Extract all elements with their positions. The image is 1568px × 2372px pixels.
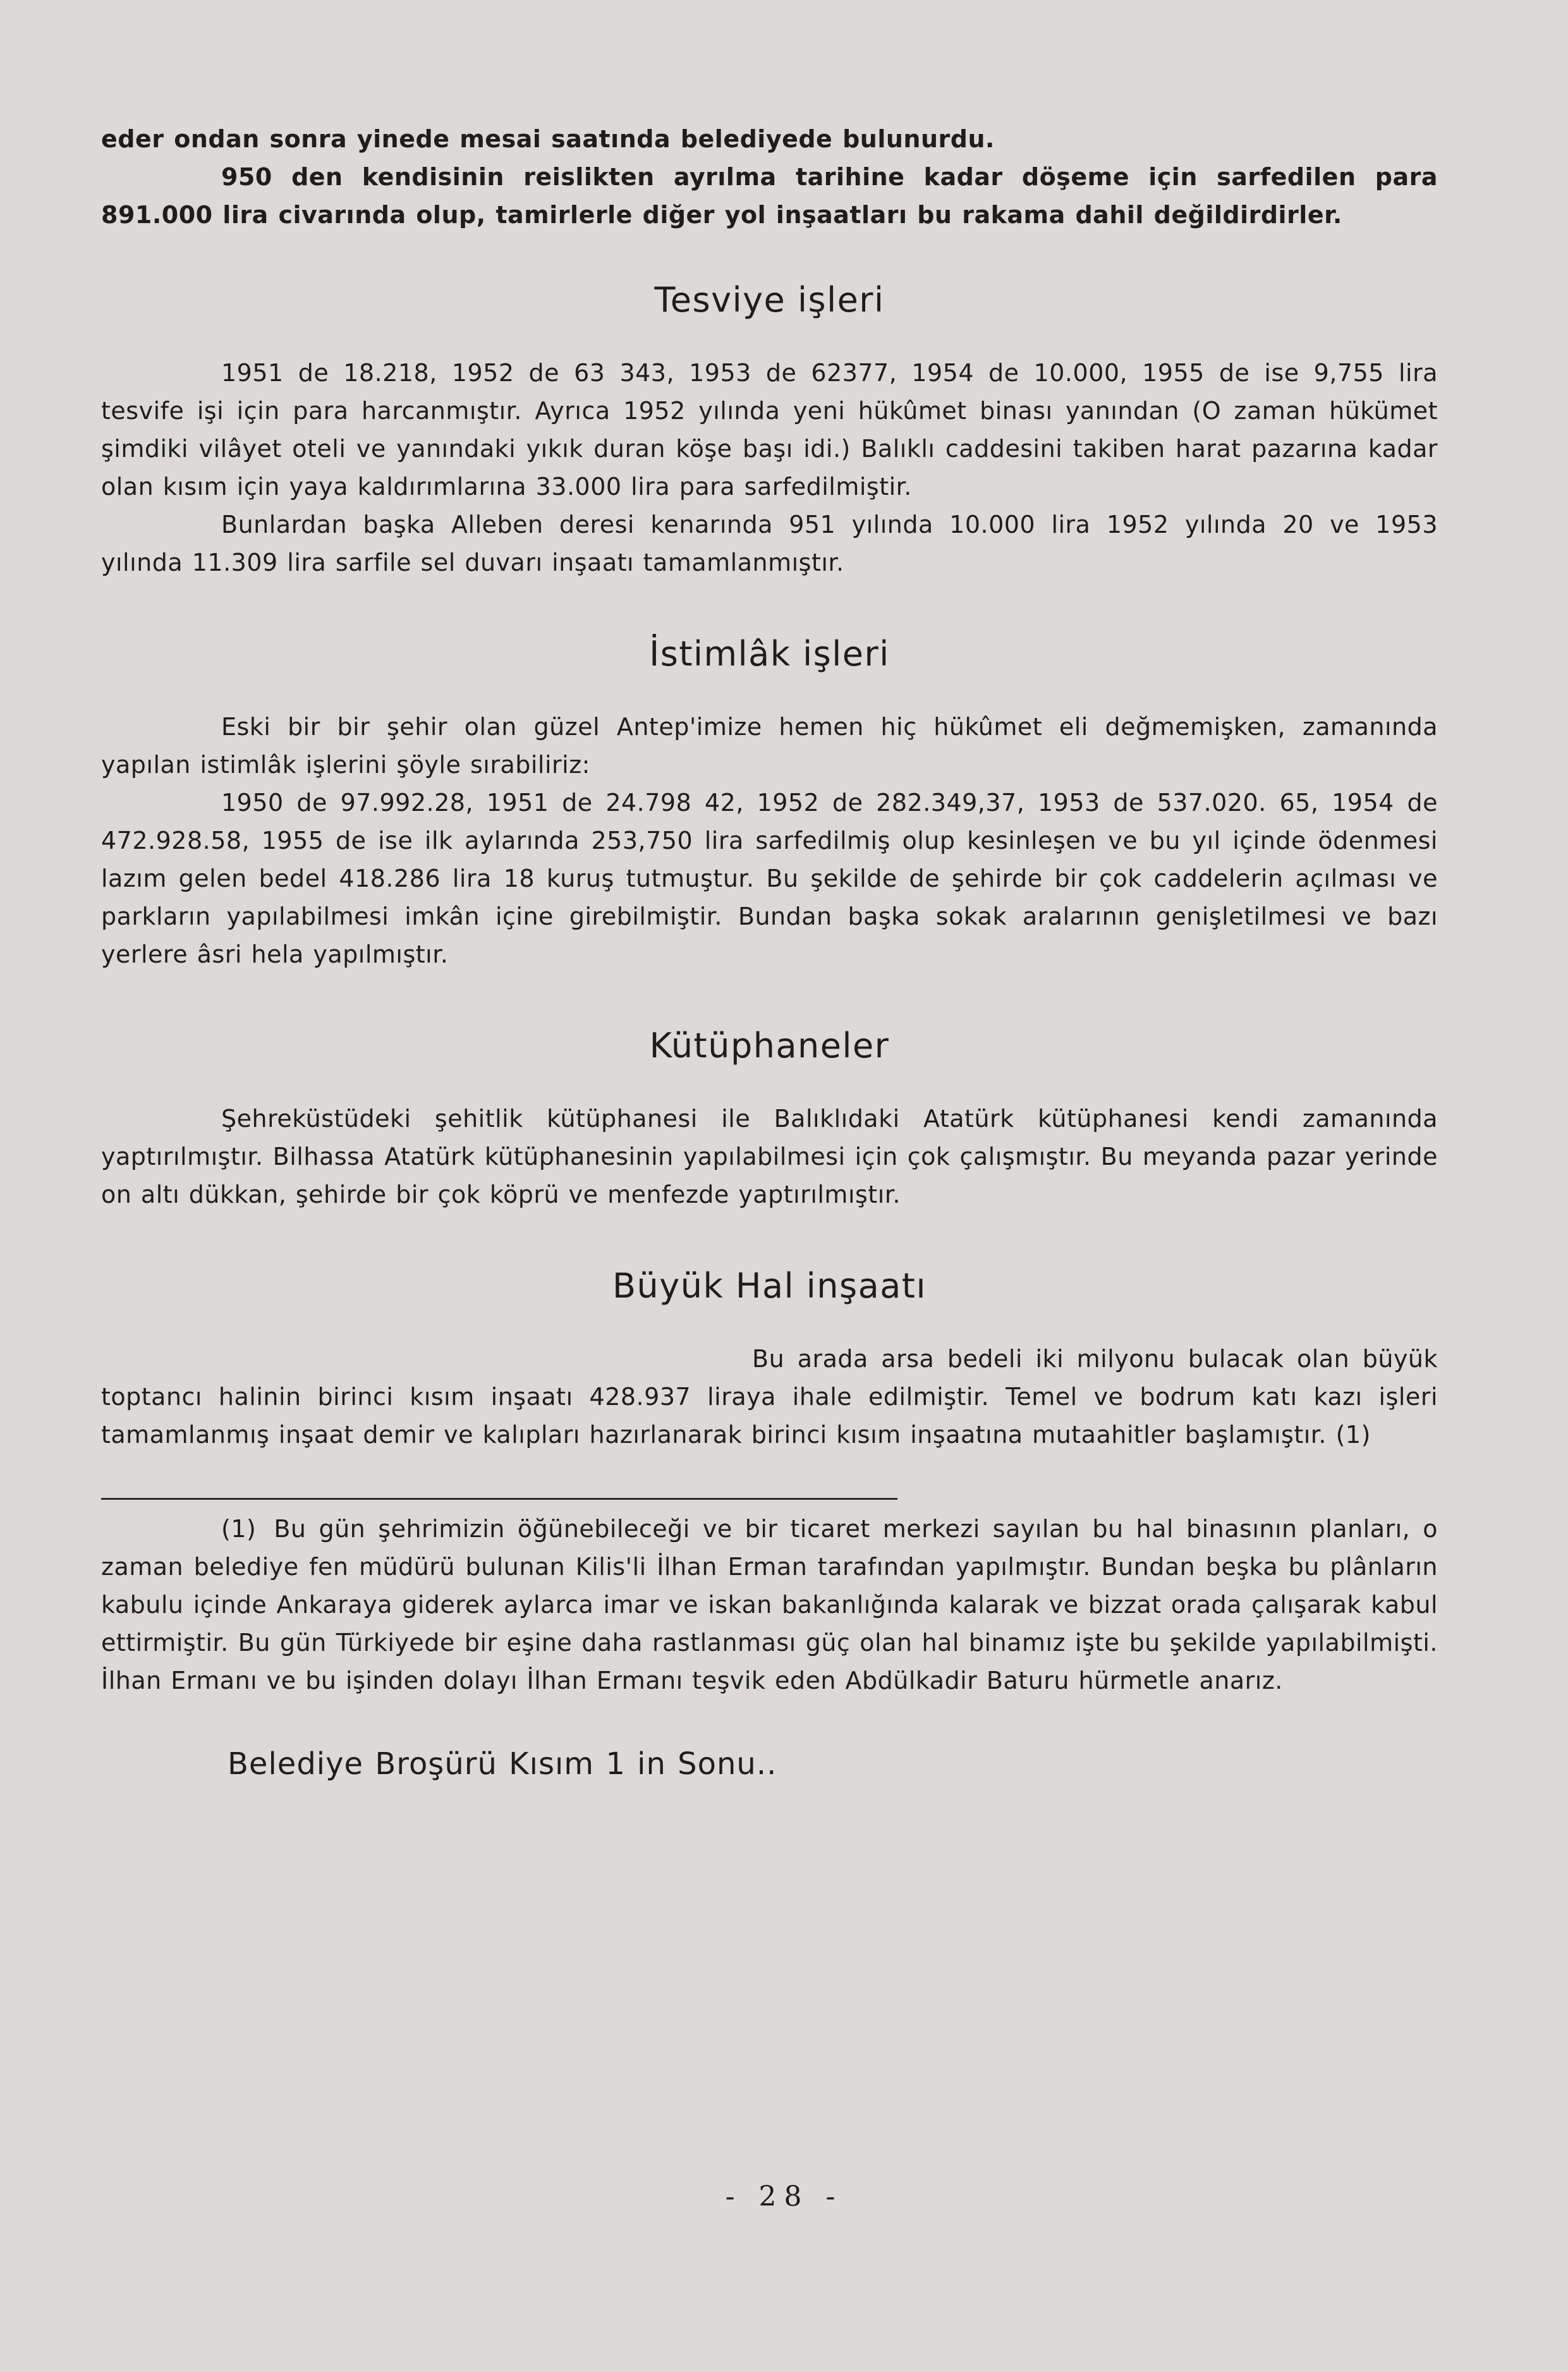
intro-line: eder ondan sonra yinede mesai saatında belediyede bulunurdu.	[101, 125, 995, 153]
section-heading-kutuphaneler: Kütüphaneler	[649, 1026, 890, 1066]
footnote-marker: (1)	[221, 1515, 257, 1543]
istimlak-paragraph-2: 1950 de 97.992.28, 1951 de 24.798 42, 1952 de 282.349,37, 1953 de 537.020. 65, 1954 de 472.928.58, 1955 de ise ilk aylarında 253,750 lira sarfedilmiş olup kesinleşen ve bu yıl içinde ödenmesi lazım gelen bedel 418.286 lira 18 kuruş tutmuştur. Bu şekilde de şehirde bir çok caddelerin açılması ve parkların yapılabilmesi imkân içine girebilmiştir. Bundan başka sokak aralarının genişletilmesi ve bazı yerlere âsri hela yapılmıştır.	[101, 789, 1438, 968]
footnote	[101, 1510, 1438, 1700]
series-end-note: Belediye Broşürü Kısım 1 in Sonu..	[228, 1746, 777, 1782]
footnote-divider	[101, 1498, 897, 1500]
hal-paragraph: Bu arada arsa bedeli iki milyonu bulacak olan büyük toptancı halinin birinci kısım inşaatı 428.937 liraya ihale edilmiştir. Temel ve bodrum katı kazı işleri tamamlanmış inşaat demir ve kalıpları hazırlanarak birinci kısım inşaatına mutaahitler başlamıştır. (1)	[101, 1345, 1438, 1449]
section-heading-tesviye: Tesviye işleri	[654, 280, 885, 320]
section-heading-istimlak: İstimlâk işleri	[649, 634, 890, 674]
page-content	[101, 120, 1438, 1784]
tesviye-paragraph-1: 1951 de 18.218, 1952 de 63 343, 1953 de 62377, 1954 de 10.000, 1955 de ise 9,755 lira tesvife işi için para harcanmıştır. Ayrıca 1952 yılında yeni hükûmet binası yanından (O zaman hükümet şimdiki vilâyet oteli ve yanındaki yıkık duran köşe başı idi.) Balıklı caddesini takiben harat pazarına kadar olan kısım için yaya kaldırımlarına 33.000 lira para sarfedilmiştir.	[101, 359, 1438, 501]
tesviye-paragraph-2: Bunlardan başka Alleben deresi kenarında 951 yılında 10.000 lira 1952 yılında 20 ve 1953 yılında 11.309 lira sarfile sel duvarı inşaatı tamamlanmıştır.	[101, 511, 1438, 576]
intro-paragraph: 950 den kendisinin reislikten ayrılma tarihine kadar döşeme için sarfedilen para 891.000 lira civarında olup, tamirlerle diğer yol inşaatları bu rakama dahil değildirdirler.	[101, 163, 1438, 229]
section-heading-hal: Büyük Hal inşaatı	[612, 1266, 927, 1306]
istimlak-paragraph-1: Eski bir bir şehir olan güzel Antep'imize hemen hiç hükûmet eli değmemişken, zamanında yapılan istimlâk işlerini şöyle sırabiliriz:	[101, 713, 1438, 779]
page-number: - 28 -	[725, 2180, 843, 2213]
footnote-text: Bu gün şehrimizin öğünebileceği ve bir ticaret merkezi sayılan bu hal binasının planları, o zaman belediye fen müdürü bulunan Kilis'li İlhan Erman tarafından yapılmıştır. Bundan beşka bu plânların kabulu içinde Ankaraya giderek aylarca imar ve iskan bakanlığında kalarak ve bizzat orada çalışarak kabul ettirmiştir. Bu gün Türkiyede bir eşine daha rastlanması güç olan hal binamız işte bu şekilde yapılabilmişti. İlhan Ermanı ve bu işinden dolayı İlhan Ermanı teşvik eden Abdülkadir Baturu hürmetle anarız.	[101, 1515, 1438, 1694]
kutuphaneler-paragraph: Şehreküstüdeki şehitlik kütüphanesi ile Balıklıdaki Atatürk kütüphanesi kendi zamanında yaptırılmıştır. Bilhassa Atatürk kütüphanesinin yapılabilmesi için çok çalışmıştır. Bu meyanda pazar yerinde on altı dükkan, şehirde bir çok köprü ve menfezde yaptırılmıştır.	[101, 1105, 1438, 1208]
